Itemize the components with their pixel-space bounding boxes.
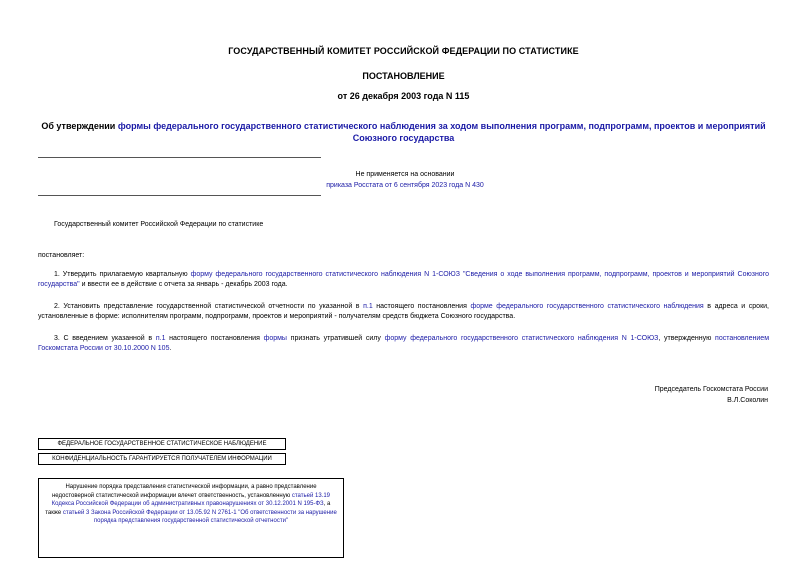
p2-text-b: настоящего постановления xyxy=(372,303,471,310)
p3-resolution-link[interactable]: постановлением Госкомстата России от 30.10.2000 N 105 xyxy=(38,335,770,352)
title-form-link[interactable]: формы федерального государственного статистического наблюдения за ходом выполнения программ, подпрограмм, проектов и мероприятий Союзного государства xyxy=(117,121,766,143)
status-note xyxy=(300,169,510,191)
warning-code-link[interactable]: статьей 13.19 Кодекса Российской Федерации об административных правонарушениях от 30.12.2001 N 195-ФЗ xyxy=(51,492,331,508)
p3-old-form-link[interactable]: форму федерального государственного статистического наблюдения N 1-СОЮЗ xyxy=(384,335,659,342)
p1-text-a: 1. Утвердить прилагаемую квартальную xyxy=(54,271,191,278)
divider-top xyxy=(38,157,321,158)
issuer-text: Государственный комитет Российской Федерации по статистике xyxy=(54,221,264,228)
federal-observation-box: ФЕДЕРАЛЬНОЕ ГОСУДАРСТВЕННОЕ СТАТИСТИЧЕСКОЕ НАБЛЮДЕНИЕ xyxy=(38,438,286,450)
document-title xyxy=(40,120,767,144)
signatory-position: Председатель Госкомстата России xyxy=(654,386,768,393)
confidentiality-box: КОНФИДЕНЦИАЛЬНОСТЬ ГАРАНТИРУЕТСЯ ПОЛУЧАТЕЛЕМ ИНФОРМАЦИИ xyxy=(38,453,286,465)
p3-text-e: . xyxy=(169,345,172,352)
p3-text-d: , утвержденную xyxy=(658,335,716,342)
paragraph-1 xyxy=(38,270,769,290)
p2-clause-link[interactable]: п.1 xyxy=(363,303,373,310)
liability-warning-box xyxy=(38,478,344,558)
p2-form-link[interactable]: форме федерального государственного статистического наблюдения xyxy=(470,303,704,310)
p3-forms-link[interactable]: формы xyxy=(263,335,287,342)
document-date-number: от 26 декабря 2003 года N 115 xyxy=(337,91,470,101)
p2-text-a: 2. Установить представление государственной статистической отчетности по указанной в xyxy=(54,303,364,310)
title-prefix: Об утверждении xyxy=(41,121,118,131)
document-type: ПОСТАНОВЛЕНИЕ xyxy=(362,71,445,81)
paragraph-3 xyxy=(38,334,769,354)
signatory-name: В.Л.Соколин xyxy=(727,397,768,404)
agency-name: ГОСУДАРСТВЕННЫЙ КОМИТЕТ РОССИЙСКОЙ ФЕДЕРАЦИИ ПО СТАТИСТИКЕ xyxy=(228,46,579,56)
warning-law-link[interactable]: статьей 3 Закона Российской Федерации от 13.05.92 N 2761-1 "Об ответственности за нарушение порядка представления государственной статистической отчетности" xyxy=(62,509,337,525)
p3-text-a: 3. С введением указанной в xyxy=(54,335,156,342)
p3-clause-link[interactable]: п.1 xyxy=(155,335,166,342)
p3-text-b: настоящего постановления xyxy=(165,335,264,342)
p1-form-link[interactable]: форму федерального государственного статистического наблюдения N 1-СОЮЗ "Сведения о ходе выполнения программ, подпрограмм, проектов и мероприятий Союзного государства" xyxy=(38,271,769,288)
divider-bottom xyxy=(38,195,321,196)
warning-text-a: Нарушение порядка представления статистической информации, а равно представление недостоверной статистической информации влечет ответственность, установленную xyxy=(51,484,317,499)
p1-text-b: и ввести ее в действие с отчета за январь - декабрь 2003 года. xyxy=(79,281,288,288)
resolves-text: постановляет: xyxy=(38,252,85,259)
status-note-link[interactable]: приказа Росстата от 6 сентября 2023 года N 430 xyxy=(326,182,484,189)
signature-block xyxy=(600,384,768,406)
status-note-text: Не применяется на основании xyxy=(355,171,455,178)
p2-text-c: в адреса и сроки, установленные в форме: исполнителям программ, подпрограмм, проектов и мероприятий - получателям средств бюджета Союзного государства. xyxy=(38,303,769,320)
paragraph-2 xyxy=(38,302,769,322)
warning-text-b: , а также xyxy=(45,501,331,516)
p3-text-c: признать утратившей силу xyxy=(286,335,385,342)
